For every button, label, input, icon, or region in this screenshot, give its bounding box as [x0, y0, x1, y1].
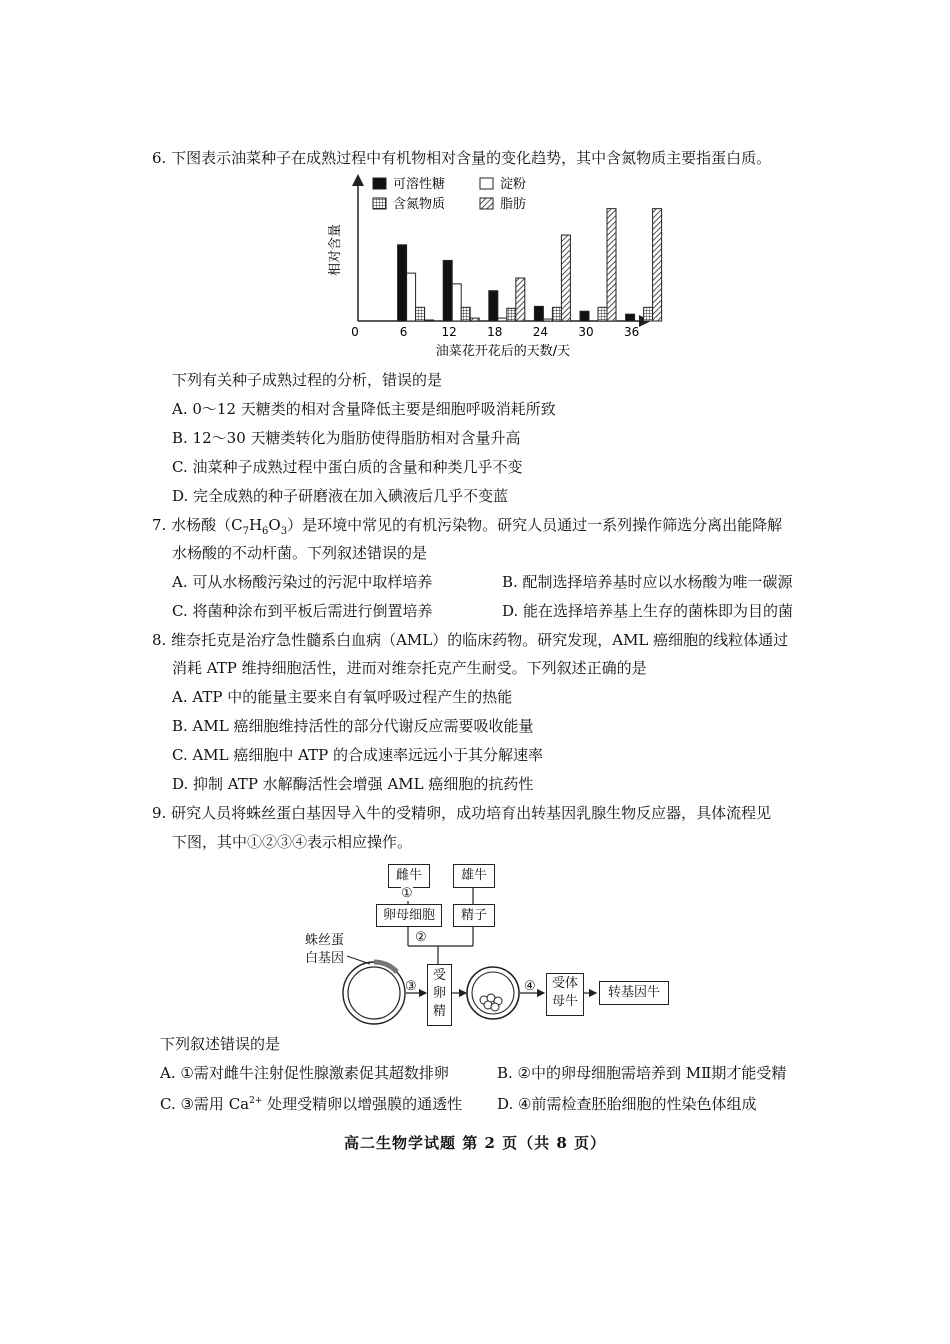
step-3-label: ③ [405, 979, 417, 994]
q9-option-c: C. ③需用 $Ca^{2+}$ 处理受精卵以增强膜的通透性 [160, 1095, 463, 1113]
q6-stem: 6. 下图表示油菜种子在成熟过程中有机物相对含量的变化趋势，其中含氮物质主要指蛋白质。 [152, 149, 772, 167]
bar-脂肪-day-30 [607, 209, 616, 321]
q8-stem: 8. 维奈托克是治疗急性髓系白血病（AML）的临床药物。研究发现，AML 癌细胞的线粒体通过 [152, 631, 789, 649]
q9-stem-line2: 下图，其中①②③④表示相应操作。 [172, 833, 413, 851]
bar-可溶性糖-day-30 [580, 311, 589, 321]
bar-可溶性糖-day-18 [489, 291, 498, 321]
bar-chart [325, 172, 665, 364]
bar-淀粉-day-12 [452, 284, 461, 321]
flow-diagram [290, 860, 690, 1030]
male-cow-box: 雄牛 [453, 864, 495, 888]
legend-swatch-脂肪 [480, 198, 493, 209]
q7-option-a: A. 可从水杨酸污染过的污泥中取样培养 [172, 573, 433, 591]
x-axis-label: 油菜花开花后的天数/天 [435, 344, 571, 359]
q6-option-c: C. 油菜种子成熟过程中蛋白质的含量和种类几乎不变 [172, 458, 523, 476]
bar-脂肪-day-12 [470, 318, 479, 321]
q8-option-d: D. 抑制 ATP 水解酶活性会增强 AML 癌细胞的抗药性 [172, 775, 534, 793]
step-2-label: ② [415, 930, 427, 945]
x-tick-label: 0 [351, 325, 359, 339]
q6-question: 下列有关种子成熟过程的分析，错误的是 [172, 371, 443, 389]
x-tick-label: 12 [441, 325, 457, 339]
bar-可溶性糖-day-24 [534, 306, 543, 321]
bar-含氮物质-day-12 [461, 307, 470, 321]
bar-含氮物质-day-18 [507, 308, 516, 321]
q9-question: 下列叙述错误的是 [160, 1035, 281, 1053]
step-4-label: ④ [524, 979, 536, 994]
q7-option-d: D. 能在选择培养基上生存的菌株即为目的菌 [502, 602, 794, 620]
bar-脂肪-day-36 [653, 209, 662, 321]
y-axis-label: 相对含量 [328, 223, 343, 277]
bar-淀粉-day-24 [543, 319, 552, 321]
q9-option-a: A. ①需对雌牛注射促性腺激素促其超数排卵 [160, 1064, 449, 1082]
female-cow-box: 雌牛 [388, 864, 430, 888]
legend-label-脂肪: 脂肪 [500, 197, 527, 212]
zygote-box: 受 卵 精 [427, 964, 452, 1026]
bar-脂肪-day-6 [425, 320, 434, 321]
step-1-label: ① [401, 886, 413, 901]
q6-option-a: A. 0～12 天糖类的相对含量降低主要是细胞呼吸消耗所致 [172, 400, 556, 418]
q7-stem: 7. 水杨酸$(C_7H_6O_3)$是环境中常见的有机污染物。研究人员通过一系列操作筛选分离出能降解 [152, 516, 783, 537]
q8-option-c: C. AML 癌细胞中 ATP 的合成速率远远小于其分解速率 [172, 746, 544, 764]
bar-含氮物质-day-24 [552, 307, 561, 321]
legend-label-可溶性糖: 可溶性糖 [393, 177, 446, 192]
x-tick-label: 18 [487, 325, 503, 339]
oocyte-box: 卵母细胞 [376, 904, 442, 927]
q6-option-d: D. 完全成熟的种子研磨液在加入碘液后几乎不变蓝 [172, 487, 509, 505]
q8-option-a: A. ATP 中的能量主要来自有氧呼吸过程产生的热能 [172, 688, 513, 706]
legend-label-淀粉: 淀粉 [500, 177, 527, 192]
q8-option-b: B. AML 癌细胞维持活性的部分代谢反应需要吸收能量 [172, 717, 534, 735]
x-tick-label: 36 [623, 325, 640, 339]
x-tick-label: 24 [532, 325, 549, 339]
legend-swatch-可溶性糖 [373, 178, 386, 189]
x-tick-label: 30 [578, 325, 594, 339]
bar-脂肪-day-24 [561, 235, 570, 321]
bar-淀粉-day-18 [498, 318, 507, 321]
recipient-cow-box: 受体 母牛 [546, 973, 584, 1016]
legend-swatch-淀粉 [480, 178, 493, 189]
bar-淀粉-day-6 [407, 273, 416, 321]
q9-option-d: D. ④前需检查胚胎细胞的性染色体组成 [497, 1095, 757, 1113]
q6-option-b: B. 12～30 天糖类转化为脂肪使得脂肪相对含量升高 [172, 429, 521, 447]
q9-stem: 9. 研究人员将蛛丝蛋白基因导入牛的受精卵，成功培育出转基因乳腺生物反应器，具体流程见 [152, 804, 772, 822]
page-footer: 高二生物学试题 第 2 页（共 8 页） [344, 1134, 606, 1152]
q8-stem-line2: 消耗 ATP 维持细胞活性，进而对维奈托克产生耐受。下列叙述正确的是 [172, 659, 647, 677]
transgenic-cow-box: 转基因牛 [599, 981, 669, 1005]
bar-含氮物质-day-6 [416, 307, 425, 321]
gene-label: 蛛丝蛋 白基因 [305, 933, 345, 966]
bar-可溶性糖-day-6 [398, 245, 407, 321]
bar-含氮物质-day-30 [598, 307, 607, 321]
bar-含氮物质-day-36 [644, 307, 653, 321]
legend-label-含氮物质: 含氮物质 [393, 197, 446, 212]
q9-option-b: B. ②中的卵母细胞需培养到 MⅡ期才能受精 [497, 1064, 787, 1082]
sperm-box: 精子 [453, 904, 495, 927]
x-tick-label: 6 [399, 325, 408, 339]
bar-可溶性糖-day-36 [626, 314, 635, 321]
q7-option-c: C. 将菌种涂布到平板后需进行倒置培养 [172, 602, 433, 620]
q7-stem-line2: 水杨酸的不动杆菌。下列叙述错误的是 [172, 544, 428, 562]
q7-option-b: B. 配制选择培养基时应以水杨酸为唯一碳源 [502, 573, 793, 591]
bar-可溶性糖-day-12 [443, 260, 452, 321]
bar-脂肪-day-18 [516, 278, 525, 321]
legend-swatch-含氮物质 [373, 198, 386, 209]
